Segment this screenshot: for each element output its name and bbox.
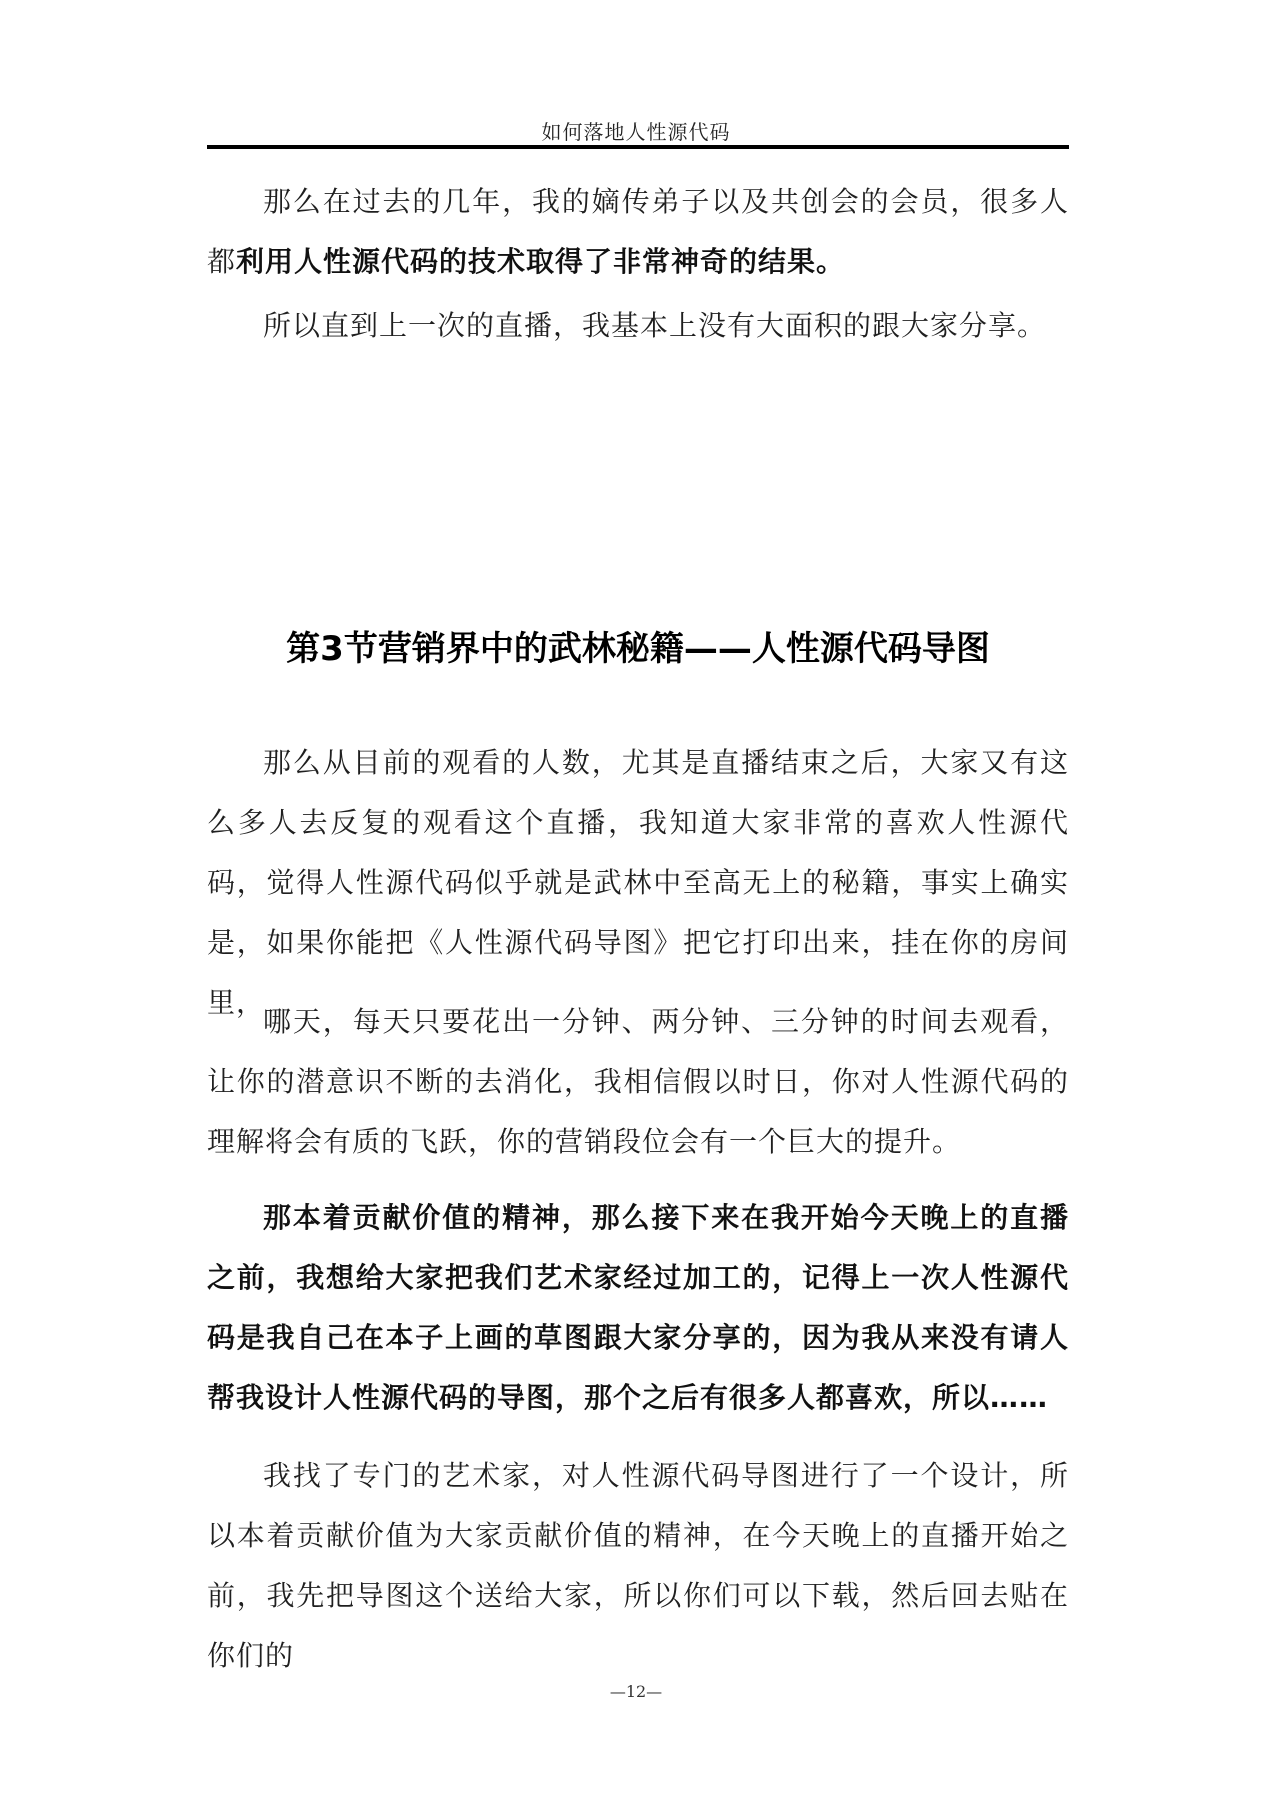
page-number: —12— <box>609 1682 663 1701</box>
paragraph-intro-normal: 那么在过去的几年，我的嫡传弟子以及共创会的会员，很多人都 <box>207 185 1069 278</box>
section-title: 第3节营销界中的武林秘籍——人性源代码导图 <box>286 629 990 669</box>
header-rule <box>207 145 1069 149</box>
paragraph-body-4: 我找了专门的艺术家，对人性源代码导图进行了一个设计，所以本着贡献价值为大家贡献价值的精神，在今天晚上的直播开始之前，我先把导图这个送给大家，所以你们可以下载，然后回去贴在你们的 <box>207 1459 1069 1672</box>
paragraph-body-1: 那么从目前的观看的人数，尤其是直播结束之后，大家又有这么多人去反复的观看这个直播，我知道大家非常的喜欢人性源代码，觉得人性源代码似乎就是武林中至高无上的秘籍，事实上确实是，如果你能把《人性源代码导图》把它打印出来，挂在你的房间里， <box>207 746 1069 1019</box>
paragraph-body-3: 那本着贡献价值的精神，那么接下来在我开始今天晚上的直播之前，我想给大家把我们艺术家经过加工的，记得上一次人性源代码是我自己在本子上画的草图跟大家分享的，因为我从来没有请人帮我设计人性源代码的导图，那个之后有很多人都喜欢，所以…… <box>207 1201 1069 1414</box>
paragraph-share: 所以直到上一次的直播，我基本上没有大面积的跟大家分享。 <box>263 309 1047 342</box>
running-header: 如何落地人性源代码 <box>541 120 731 144</box>
paragraph-intro-bold: 利用人性源代码的技术取得了非常神奇的结果。 <box>236 245 846 278</box>
paragraph-body-2: 哪天，每天只要花出一分钟、两分钟、三分钟的时间去观看，让你的潜意识不断的去消化，我相信假以时日，你对人性源代码的理解将会有质的飞跃，你的营销段位会有一个巨大的提升。 <box>207 1005 1069 1158</box>
paragraph-intro <box>207 172 1069 292</box>
